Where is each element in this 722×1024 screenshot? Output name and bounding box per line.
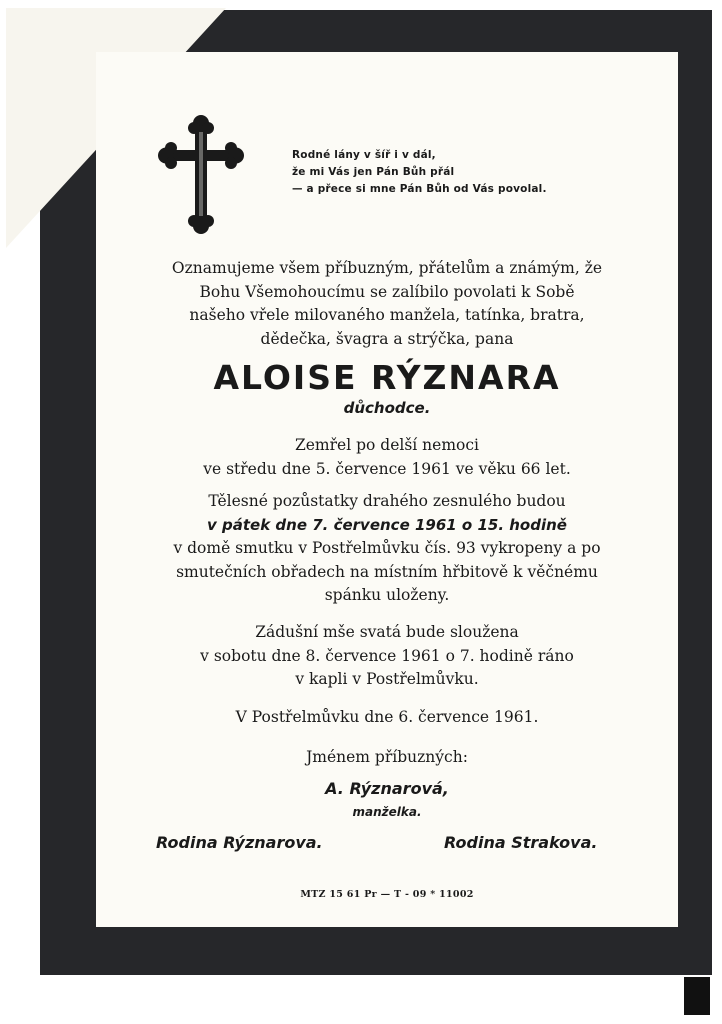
announcement-line: Oznamujeme všem příbuzným, přátelům a známým, že [171,259,603,277]
place-date [96,706,678,730]
cross-icon [158,114,244,236]
poem [292,147,547,198]
print-code: MTZ 15 61 Pr — T - 09 * 11002 [300,889,474,900]
deceased-occupation: důchodce. [343,399,431,417]
obituary-card [96,52,678,927]
family-left: Rodina Rýznarova. [156,833,323,852]
place-date-text: V Postřelmůvku dne 6. července 1961. [235,708,539,726]
poem-line: Rodné lány v šíř i v dál, [292,149,436,161]
announcement-line: dědečka, švagra a strýčka, pana [260,329,514,348]
funeral-line: Tělesné pozůstatky drahého zesnulého budou [208,492,566,510]
corner-mark [684,977,710,1015]
on-behalf-text: Jménem příbuzných: [306,748,468,766]
signer-name: A. Rýznarová, [325,779,449,798]
poem-line: že mi Vás jen Pán Bůh přál [292,166,455,178]
mass-line: v sobotu dne 8. července 1961 o 7. hodině ráno [200,646,574,665]
funeral-line: v domě smutku v Postřelmůvku čís. 93 vykropeny a po [173,539,601,557]
funeral-notice [96,490,678,608]
funeral-line: smutečních obřadech na místním hřbitově k věčnému [176,562,598,581]
funeral-line: spánku uloženy. [324,586,450,604]
announcement-line: Bohu Všemohoucímu se zalíbilo povolati k Sobě [199,282,575,301]
mass-notice [96,621,678,692]
death-line: ve středu dne 5. července 1961 ve věku 66 let. [203,459,571,478]
signer-role: manželka. [352,805,422,819]
mass-line: Zádušní mše svatá bude sloužena [255,623,519,641]
announcement-line: našeho vřele milovaného manžela, tatínka, bratra, [189,306,585,324]
death-notice [96,434,678,481]
funeral-date: v pátek dne 7. července 1961 o 15. hodině [207,515,567,534]
on-behalf [96,746,678,770]
mass-line: v kapli v Postřelmůvku. [295,670,479,688]
poem-line: — a přece si mne Pán Bůh od Vás povolal. [292,183,547,195]
announcement [96,257,678,351]
deceased-name: ALOISE RÝZNARA [213,358,561,397]
death-line: Zemřel po delší nemoci [294,436,479,454]
family-right: Rodina Strakova. [444,833,598,852]
